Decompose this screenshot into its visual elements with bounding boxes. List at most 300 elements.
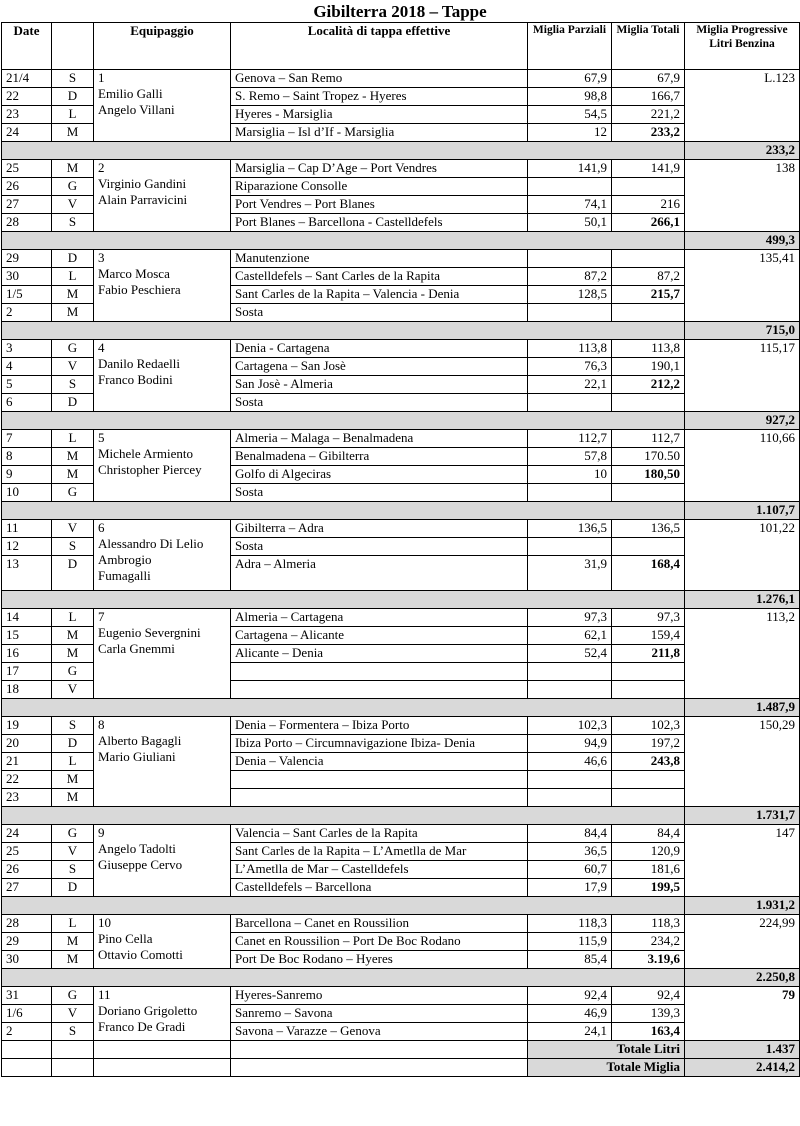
weekday-cell: V — [52, 843, 94, 861]
total-miles-cell — [612, 538, 685, 556]
total-miles-cell — [612, 394, 685, 412]
partial-miles-cell: 118,3 — [528, 915, 612, 933]
total-miles-cell: 233,2 — [612, 124, 685, 142]
route-cell: Sant Carles de la Rapita – Valencia - Denia — [231, 286, 528, 304]
route-cell: Riparazione Consolle — [231, 178, 528, 196]
total-miles-cell: 216 — [612, 196, 685, 214]
total-miles-cell: 97,3 — [612, 609, 685, 627]
crew-member: Christopher Piercey — [98, 462, 202, 477]
date-cell: 18 — [2, 681, 52, 699]
cumulative-miles-cell: 233,2 — [685, 142, 800, 160]
total-miles-row — [2, 1059, 800, 1077]
empty-cell — [52, 1059, 94, 1077]
date-cell: 13 — [2, 556, 52, 591]
crew-number: 11 — [98, 987, 111, 1002]
weekday-cell: L — [52, 106, 94, 124]
weekday-cell: D — [52, 879, 94, 897]
date-cell: 22 — [2, 88, 52, 106]
date-cell: 1/5 — [2, 286, 52, 304]
date-cell: 30 — [2, 951, 52, 969]
table-body — [2, 70, 800, 1077]
route-cell: Cartagena – San Josè — [231, 358, 528, 376]
crew-number: 5 — [98, 430, 105, 445]
total-liters-row — [2, 1041, 800, 1059]
partial-miles-cell: 50,1 — [528, 214, 612, 232]
crew-cell — [94, 609, 231, 699]
header-route: Località di tappa effettive — [231, 23, 528, 70]
partial-miles-cell: 97,3 — [528, 609, 612, 627]
total-miles-cell: 212,2 — [612, 376, 685, 394]
weekday-cell: G — [52, 987, 94, 1005]
crew-member: Ambrogio — [98, 552, 152, 567]
partial-miles-cell — [528, 484, 612, 502]
partial-miles-cell: 24,1 — [528, 1023, 612, 1041]
total-miles-cell: 67,9 — [612, 70, 685, 88]
date-cell: 28 — [2, 214, 52, 232]
route-cell — [231, 789, 528, 807]
weekday-cell: M — [52, 466, 94, 484]
date-cell: 11 — [2, 520, 52, 538]
cumulative-row — [2, 969, 800, 987]
route-cell: Castelldefels – Barcellona — [231, 879, 528, 897]
table-row — [2, 250, 800, 268]
route-cell: Sosta — [231, 484, 528, 502]
cumulative-spacer — [2, 969, 685, 987]
weekday-cell: S — [52, 70, 94, 88]
weekday-cell: S — [52, 214, 94, 232]
weekday-cell: M — [52, 645, 94, 663]
date-cell: 20 — [2, 735, 52, 753]
partial-miles-cell: 94,9 — [528, 735, 612, 753]
route-cell: Sosta — [231, 394, 528, 412]
partial-miles-cell — [528, 789, 612, 807]
date-cell: 25 — [2, 843, 52, 861]
route-cell: Port De Boc Rodano – Hyeres — [231, 951, 528, 969]
partial-miles-cell: 17,9 — [528, 879, 612, 897]
cumulative-miles-cell: 1.107,7 — [685, 502, 800, 520]
total-miles-cell — [612, 484, 685, 502]
route-cell: Denia - Cartagena — [231, 340, 528, 358]
cumulative-spacer — [2, 142, 685, 160]
total-miles-cell — [612, 178, 685, 196]
date-cell: 23 — [2, 789, 52, 807]
total-miles-cell: 170.50 — [612, 448, 685, 466]
weekday-cell: V — [52, 520, 94, 538]
date-cell: 6 — [2, 394, 52, 412]
total-miles-cell: 139,3 — [612, 1005, 685, 1023]
crew-cell — [94, 717, 231, 807]
total-miles-cell — [612, 789, 685, 807]
total-miles-cell: 221,2 — [612, 106, 685, 124]
cumulative-row — [2, 591, 800, 609]
fuel-liters-cell: 150,29 — [685, 717, 800, 807]
header-partial: Miglia Parziali — [528, 23, 612, 70]
route-cell: Sosta — [231, 538, 528, 556]
route-cell: Marsiglia – Cap D’Age – Port Vendres — [231, 160, 528, 178]
route-cell — [231, 771, 528, 789]
route-cell: Golfo di Algeciras — [231, 466, 528, 484]
route-cell: Hyeres-Sanremo — [231, 987, 528, 1005]
total-miles-cell: 87,2 — [612, 268, 685, 286]
date-cell: 15 — [2, 627, 52, 645]
total-miles-cell: 266,1 — [612, 214, 685, 232]
total-miles-cell: 181,6 — [612, 861, 685, 879]
weekday-cell: S — [52, 538, 94, 556]
date-cell: 4 — [2, 358, 52, 376]
partial-miles-cell — [528, 178, 612, 196]
route-cell: Marsiglia – Isl d’If - Marsiglia — [231, 124, 528, 142]
fuel-liters-cell: L.123 — [685, 70, 800, 142]
fuel-liters-cell: 101,22 — [685, 520, 800, 591]
weekday-cell: M — [52, 951, 94, 969]
crew-number: 10 — [98, 915, 111, 930]
date-cell: 22 — [2, 771, 52, 789]
empty-cell — [2, 1059, 52, 1077]
cumulative-spacer — [2, 322, 685, 340]
total-miles-cell: 136,5 — [612, 520, 685, 538]
crew-cell — [94, 250, 231, 322]
date-cell: 26 — [2, 178, 52, 196]
table-row — [2, 430, 800, 448]
total-liters-value: 1.437 — [685, 1041, 800, 1059]
cumulative-miles-cell: 1.276,1 — [685, 591, 800, 609]
cumulative-miles-cell: 1.731,7 — [685, 807, 800, 825]
weekday-cell: M — [52, 286, 94, 304]
total-miles-cell — [612, 771, 685, 789]
total-miles-cell — [612, 663, 685, 681]
crew-cell — [94, 825, 231, 897]
fuel-liters-cell: 115,17 — [685, 340, 800, 412]
table-row — [2, 609, 800, 627]
weekday-cell: D — [52, 735, 94, 753]
cumulative-row — [2, 897, 800, 915]
total-miles-cell: 84,4 — [612, 825, 685, 843]
date-cell: 17 — [2, 663, 52, 681]
route-cell: Alicante – Denia — [231, 645, 528, 663]
empty-cell — [2, 1041, 52, 1059]
partial-miles-cell: 85,4 — [528, 951, 612, 969]
empty-cell — [94, 1041, 231, 1059]
total-miles-cell: 159,4 — [612, 627, 685, 645]
total-miles-cell: 163,4 — [612, 1023, 685, 1041]
total-miles-cell: 166,7 — [612, 88, 685, 106]
partial-miles-cell: 22,1 — [528, 376, 612, 394]
crew-number: 4 — [98, 340, 105, 355]
crew-number: 3 — [98, 250, 105, 265]
fuel-liters-cell: 224,99 — [685, 915, 800, 969]
route-cell: Almeria – Malaga – Benalmadena — [231, 430, 528, 448]
table-row — [2, 520, 800, 538]
weekday-cell: M — [52, 448, 94, 466]
weekday-cell: D — [52, 88, 94, 106]
crew-number: 6 — [98, 520, 105, 535]
date-cell: 19 — [2, 717, 52, 735]
route-cell: Canet en Roussilion – Port De Boc Rodano — [231, 933, 528, 951]
weekday-cell: M — [52, 124, 94, 142]
weekday-cell: D — [52, 556, 94, 591]
header-progressive: Miglia Progressive Litri Benzina — [685, 23, 800, 70]
weekday-cell: L — [52, 430, 94, 448]
cumulative-miles-cell: 1.931,2 — [685, 897, 800, 915]
total-miles-cell: 243,8 — [612, 753, 685, 771]
partial-miles-cell: 102,3 — [528, 717, 612, 735]
cumulative-row — [2, 502, 800, 520]
crew-cell — [94, 987, 231, 1041]
partial-miles-cell — [528, 304, 612, 322]
partial-miles-cell: 52,4 — [528, 645, 612, 663]
partial-miles-cell: 46,9 — [528, 1005, 612, 1023]
empty-cell — [231, 1041, 528, 1059]
crew-member: Carla Gnemmi — [98, 641, 175, 656]
date-cell: 14 — [2, 609, 52, 627]
date-cell: 31 — [2, 987, 52, 1005]
crew-member: Alessandro Di Lelio — [98, 536, 204, 551]
crew-cell — [94, 70, 231, 142]
weekday-cell: L — [52, 753, 94, 771]
weekday-cell: M — [52, 627, 94, 645]
cumulative-spacer — [2, 699, 685, 717]
route-cell: Ibiza Porto – Circumnavigazione Ibiza- Denia — [231, 735, 528, 753]
route-cell: Sant Carles de la Rapita – L’Ametlla de Mar — [231, 843, 528, 861]
weekday-cell: M — [52, 933, 94, 951]
date-cell: 9 — [2, 466, 52, 484]
date-cell: 24 — [2, 825, 52, 843]
crew-member: Alain Parravicini — [98, 192, 188, 207]
route-cell: Denia – Formentera – Ibiza Porto — [231, 717, 528, 735]
partial-miles-cell: 62,1 — [528, 627, 612, 645]
fuel-liters-cell: 138 — [685, 160, 800, 232]
cumulative-spacer — [2, 591, 685, 609]
crew-member: Franco De Gradi — [98, 1019, 186, 1034]
route-cell: Denia – Valencia — [231, 753, 528, 771]
date-cell: 10 — [2, 484, 52, 502]
crew-member: Ottavio Comotti — [98, 947, 183, 962]
route-cell: L’Ametlla de Mar – Castelldefels — [231, 861, 528, 879]
date-cell: 23 — [2, 106, 52, 124]
cumulative-miles-cell: 715,0 — [685, 322, 800, 340]
crew-member: Emilio Galli — [98, 86, 163, 101]
table-row — [2, 825, 800, 843]
cumulative-miles-cell: 927,2 — [685, 412, 800, 430]
total-miles-cell: 3.19,6 — [612, 951, 685, 969]
cumulative-spacer — [2, 897, 685, 915]
route-cell: Cartagena – Alicante — [231, 627, 528, 645]
date-cell: 3 — [2, 340, 52, 358]
weekday-cell: S — [52, 717, 94, 735]
route-cell: San Josè - Almeria — [231, 376, 528, 394]
partial-miles-cell: 136,5 — [528, 520, 612, 538]
total-miles-cell — [612, 681, 685, 699]
partial-miles-cell: 74,1 — [528, 196, 612, 214]
weekday-cell: M — [52, 160, 94, 178]
empty-cell — [52, 1041, 94, 1059]
crew-member: Angelo Tadolti — [98, 841, 176, 856]
fuel-liters-cell: 110,66 — [685, 430, 800, 502]
total-miles-cell: 211,8 — [612, 645, 685, 663]
header-crew: Equipaggio — [94, 23, 231, 70]
date-cell: 21/4 — [2, 70, 52, 88]
route-cell: Manutenzione — [231, 250, 528, 268]
table-row — [2, 160, 800, 178]
document-title: Gibilterra 2018 – Tappe — [313, 2, 487, 21]
header-day — [52, 23, 94, 70]
route-cell: Hyeres - Marsiglia — [231, 106, 528, 124]
route-cell — [231, 681, 528, 699]
crew-member: Angelo Villani — [98, 102, 175, 117]
crew-number: 8 — [98, 717, 105, 732]
crew-member: Pino Cella — [98, 931, 153, 946]
weekday-cell: S — [52, 376, 94, 394]
route-cell: Genova – San Remo — [231, 70, 528, 88]
route-cell: Valencia – Sant Carles de la Rapita — [231, 825, 528, 843]
weekday-cell: L — [52, 268, 94, 286]
total-miles-value: 2.414,2 — [685, 1059, 800, 1077]
route-cell: Port Blanes – Barcellona - Castelldefels — [231, 214, 528, 232]
total-miles-cell — [612, 250, 685, 268]
partial-miles-cell: 57,8 — [528, 448, 612, 466]
crew-member: Virginio Gandini — [98, 176, 187, 191]
table-row — [2, 70, 800, 88]
partial-miles-cell: 60,7 — [528, 861, 612, 879]
total-miles-cell: 102,3 — [612, 717, 685, 735]
crew-member: Fumagalli — [98, 568, 151, 583]
crew-member: Alberto Bagagli — [98, 733, 182, 748]
partial-miles-cell: 10 — [528, 466, 612, 484]
cumulative-row — [2, 142, 800, 160]
date-cell: 24 — [2, 124, 52, 142]
cumulative-miles-cell: 499,3 — [685, 232, 800, 250]
total-miles-cell: 180,50 — [612, 466, 685, 484]
crew-member: Marco Mosca — [98, 266, 170, 281]
date-cell: 12 — [2, 538, 52, 556]
partial-miles-cell — [528, 663, 612, 681]
stages-table — [1, 22, 800, 1077]
weekday-cell: V — [52, 358, 94, 376]
cumulative-row — [2, 699, 800, 717]
partial-miles-cell: 141,9 — [528, 160, 612, 178]
crew-member: Danilo Redaelli — [98, 356, 180, 371]
partial-miles-cell: 98,8 — [528, 88, 612, 106]
total-miles-cell: 199,5 — [612, 879, 685, 897]
route-cell: Sosta — [231, 304, 528, 322]
total-miles-cell: 168,4 — [612, 556, 685, 591]
weekday-cell: G — [52, 484, 94, 502]
route-cell: Benalmadena – Gibilterra — [231, 448, 528, 466]
weekday-cell: V — [52, 681, 94, 699]
cumulative-row — [2, 412, 800, 430]
fuel-liters-cell: 135,41 — [685, 250, 800, 322]
weekday-cell: S — [52, 1023, 94, 1041]
weekday-cell: L — [52, 915, 94, 933]
weekday-cell: G — [52, 178, 94, 196]
weekday-cell: D — [52, 394, 94, 412]
total-liters-label: Totale Litri — [528, 1041, 685, 1059]
crew-member: Giuseppe Cervo — [98, 857, 183, 872]
partial-miles-cell: 92,4 — [528, 987, 612, 1005]
crew-member: Fabio Peschiera — [98, 282, 181, 297]
partial-miles-cell — [528, 771, 612, 789]
weekday-cell: M — [52, 304, 94, 322]
total-miles-cell: 112,7 — [612, 430, 685, 448]
fuel-liters-cell: 113,2 — [685, 609, 800, 699]
table-row — [2, 915, 800, 933]
date-cell: 5 — [2, 376, 52, 394]
total-miles-cell: 190,1 — [612, 358, 685, 376]
route-cell: Port Vendres – Port Blanes — [231, 196, 528, 214]
partial-miles-cell — [528, 681, 612, 699]
table-row — [2, 717, 800, 735]
route-cell: Gibilterra – Adra — [231, 520, 528, 538]
cumulative-spacer — [2, 502, 685, 520]
partial-miles-cell: 12 — [528, 124, 612, 142]
table-row — [2, 987, 800, 1005]
date-cell: 29 — [2, 933, 52, 951]
header-total: Miglia Totali — [612, 23, 685, 70]
partial-miles-cell: 76,3 — [528, 358, 612, 376]
total-miles-cell — [612, 304, 685, 322]
date-cell: 1/6 — [2, 1005, 52, 1023]
total-miles-cell: 92,4 — [612, 987, 685, 1005]
date-cell: 26 — [2, 861, 52, 879]
table-row — [2, 340, 800, 358]
total-miles-cell: 118,3 — [612, 915, 685, 933]
crew-member: Franco Bodini — [98, 372, 173, 387]
partial-miles-cell: 115,9 — [528, 933, 612, 951]
partial-miles-cell: 128,5 — [528, 286, 612, 304]
crew-number: 9 — [98, 825, 105, 840]
total-miles-cell: 113,8 — [612, 340, 685, 358]
crew-number: 1 — [98, 70, 105, 85]
crew-cell — [94, 430, 231, 502]
partial-miles-cell: 113,8 — [528, 340, 612, 358]
cumulative-row — [2, 232, 800, 250]
date-cell: 21 — [2, 753, 52, 771]
weekday-cell: G — [52, 663, 94, 681]
route-cell: Adra – Almeria — [231, 556, 528, 591]
fuel-liters-cell: 147 — [685, 825, 800, 897]
cumulative-miles-cell: 1.487,9 — [685, 699, 800, 717]
date-cell: 2 — [2, 304, 52, 322]
route-cell: Almeria – Cartagena — [231, 609, 528, 627]
crew-member: Mario Giuliani — [98, 749, 176, 764]
date-cell: 8 — [2, 448, 52, 466]
cumulative-spacer — [2, 412, 685, 430]
crew-member: Doriano Grigoletto — [98, 1003, 198, 1018]
total-miles-cell: 141,9 — [612, 160, 685, 178]
weekday-cell: M — [52, 771, 94, 789]
partial-miles-cell: 112,7 — [528, 430, 612, 448]
fuel-liters-cell: 79 — [685, 987, 800, 1041]
crew-cell — [94, 340, 231, 412]
header-date: Date — [2, 23, 52, 70]
weekday-cell: G — [52, 340, 94, 358]
partial-miles-cell: 54,5 — [528, 106, 612, 124]
partial-miles-cell: 87,2 — [528, 268, 612, 286]
partial-miles-cell: 46,6 — [528, 753, 612, 771]
weekday-cell: M — [52, 789, 94, 807]
partial-miles-cell — [528, 538, 612, 556]
total-miles-cell: 215,7 — [612, 286, 685, 304]
weekday-cell: G — [52, 825, 94, 843]
crew-cell — [94, 520, 231, 591]
crew-cell — [94, 160, 231, 232]
date-cell: 27 — [2, 196, 52, 214]
total-miles-cell: 120,9 — [612, 843, 685, 861]
route-cell: S. Remo – Saint Tropez - Hyeres — [231, 88, 528, 106]
weekday-cell: D — [52, 250, 94, 268]
crew-member: Eugenio Severgnini — [98, 625, 201, 640]
date-cell: 7 — [2, 430, 52, 448]
